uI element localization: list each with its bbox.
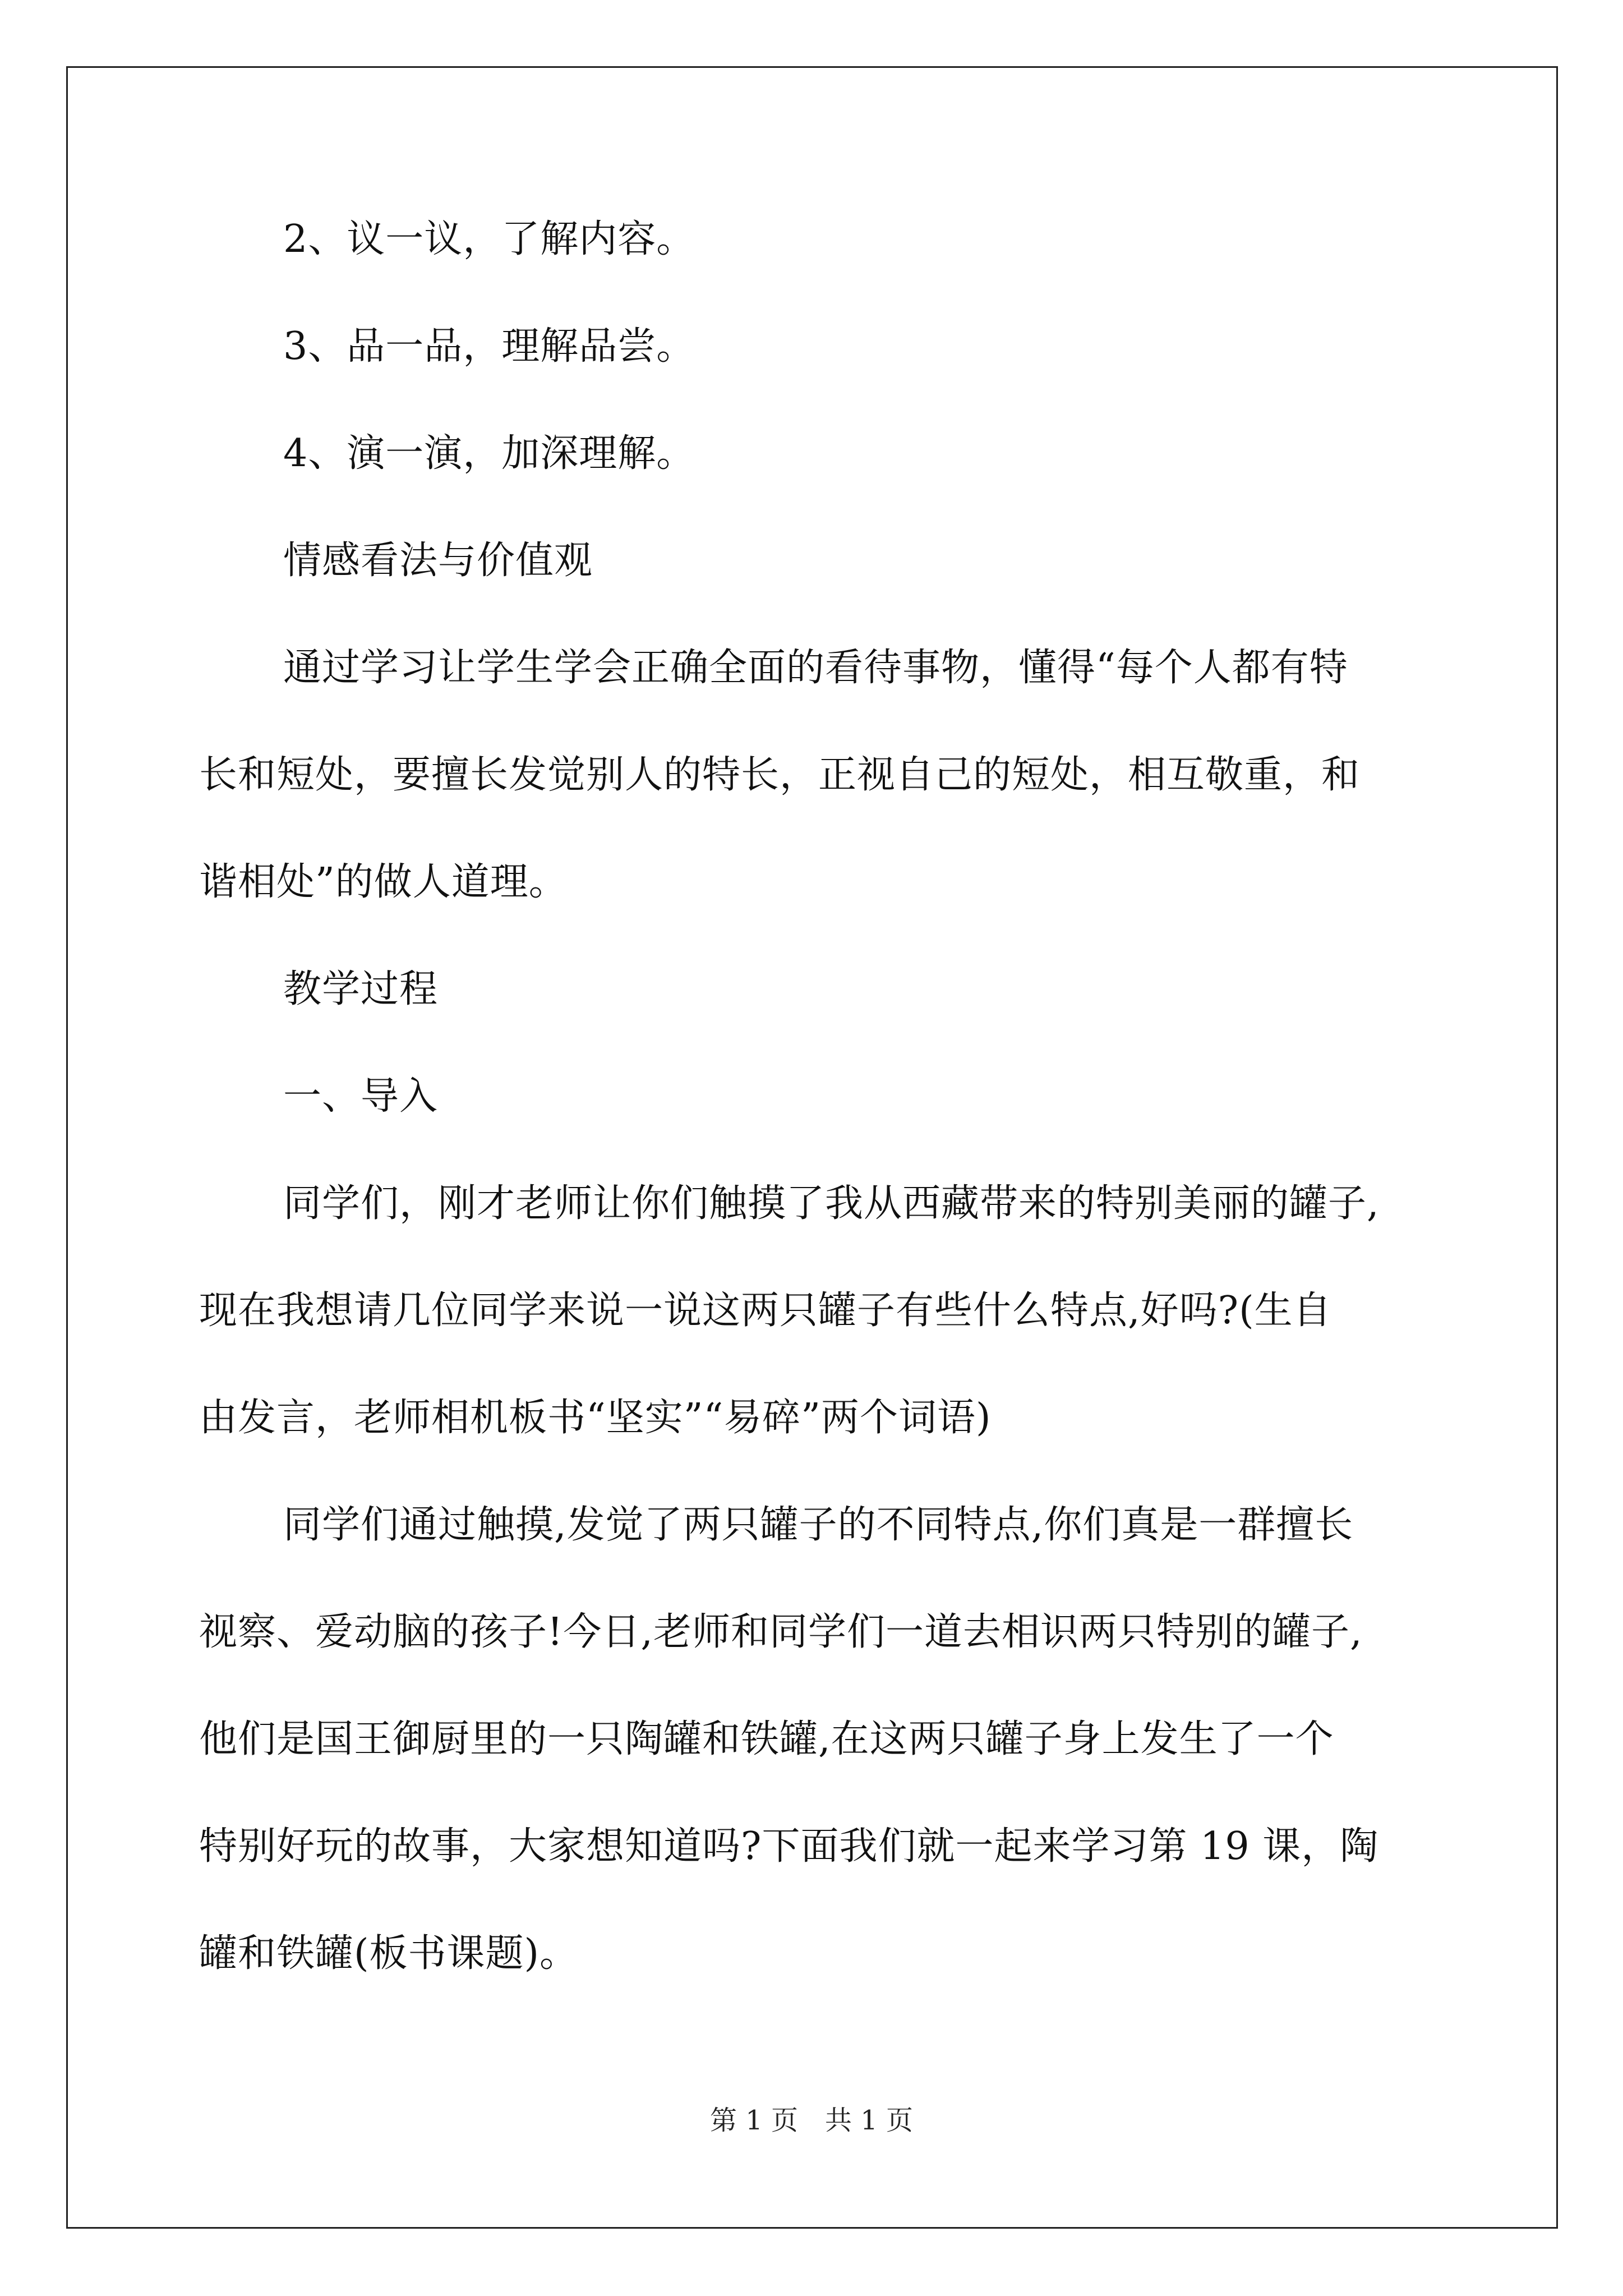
paragraph-line: 同学们通过触摸,发觉了两只罐子的不同特点,你们真是一群擅长 [283,1503,1354,1547]
list-item-perform: 4、演一演，加深理解。 [283,431,695,476]
page-footer: 第 1 页 共 1 页 [709,2105,914,2136]
paragraph-intro-1 [199,1177,1433,1444]
paragraph-line: 同学们，刚才老师让你们触摸了我从西藏带来的特别美丽的罐子, [283,1181,1380,1226]
list-item-taste: 3、品一品，理解品尝。 [283,324,695,369]
paragraph-line: 长和短处，要擅长发觉别人的特长，正视自己的短处，相互敬重，和 [199,753,1361,797]
paragraph-line: 罐和铁罐(板书课题)。 [199,1931,579,1976]
document-body [199,213,1433,2035]
section-heading-process: 教学过程 [283,967,439,1011]
paragraph-line: 特别好玩的故事，大家想知道吗?下面我们就一起来学习第 19 课，陶 [199,1824,1379,1869]
paragraph-line: 现在我想请几位同学来说一说这两只罐子有些什么特点,好吗?(生自 [199,1289,1332,1333]
paragraph-line: 通过学习让学生学会正确全面的看待事物，懂得“每个人都有特 [283,646,1348,690]
paragraph-line: 谐相处”的做人道理。 [199,860,568,904]
list-item-discuss: 2、议一议，了解内容。 [283,217,695,261]
section-heading-intro: 一、导入 [283,1074,439,1119]
paragraph-line: 由发言，老师相机板书“坚实”“易碎”两个词语) [199,1396,992,1440]
paragraph-values [199,642,1433,909]
paragraph-intro-2 [199,1499,1433,1980]
paragraph-line: 视察、爱动脑的孩子!今日,老师和同学们一道去相识两只特别的罐子, [199,1610,1363,1654]
paragraph-line: 他们是国王御厨里的一只陶罐和铁罐,在这两只罐子身上发生了一个 [199,1717,1334,1761]
section-heading-values: 情感看法与价值观 [283,539,593,583]
